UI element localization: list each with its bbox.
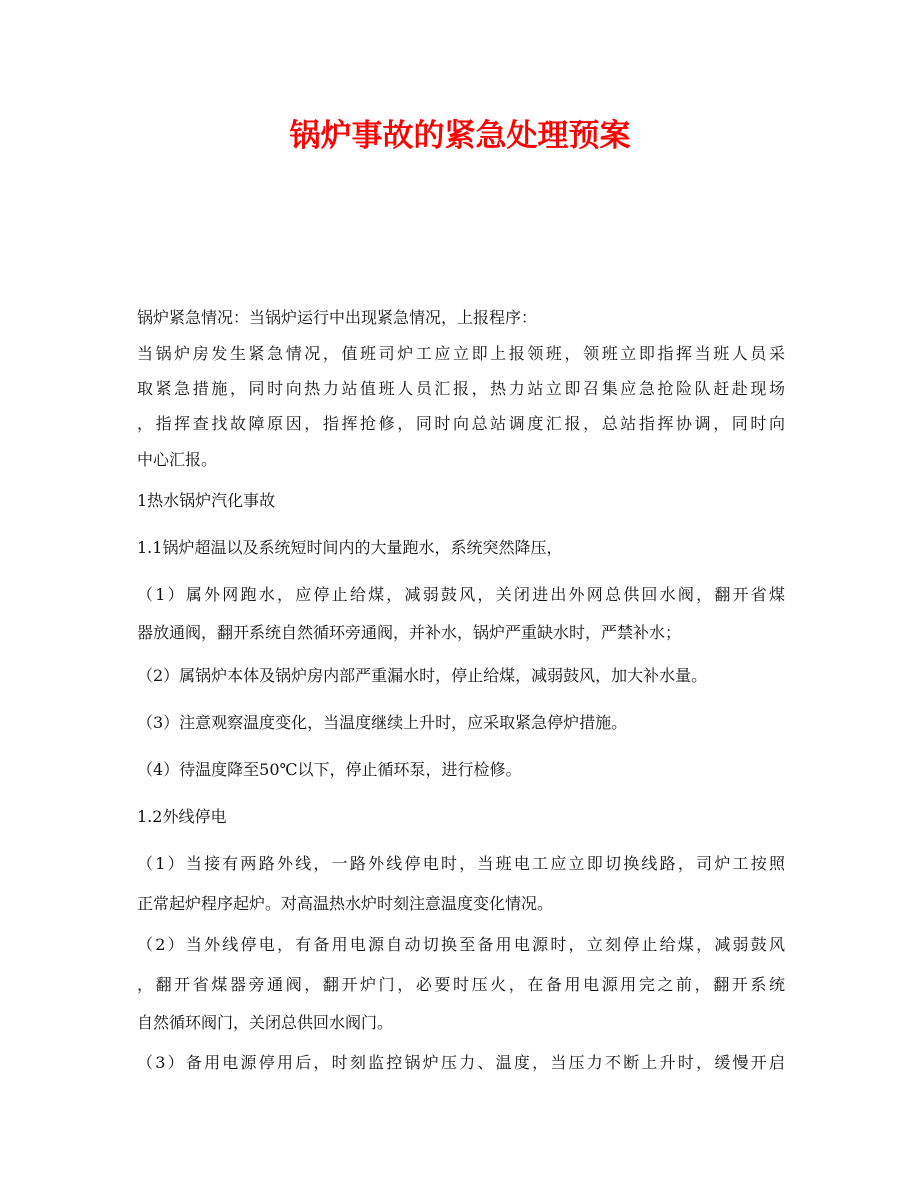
paragraph-line: （1）属外网跑水，应停止给煤，减弱鼓风，关闭进出外网总供回水阀，翻开省煤 (137, 585, 785, 604)
paragraph-line: 取紧急措施，同时向热力站值班人员汇报，热力站立即召集应急抢险队赶赴现场 (137, 379, 785, 398)
paragraph-line: 器放通阀，翻开系统自然循环旁通阀，并补水，锅炉严重缺水时，严禁补水； (137, 623, 682, 642)
section-heading: 1热水锅炉汽化事故 (137, 491, 276, 510)
paragraph-line: （4）待温度降至50℃以下，停止循环泵，进行检修。 (137, 760, 522, 779)
subsection-heading: 1.2外线停电 (137, 807, 227, 826)
paragraph-line: （3）备用电源停用后，时刻监控锅炉压力、温度，当压力不断上升时，缓慢开启 (137, 1053, 785, 1072)
document-title: 锅炉事故的紧急处理预案 (289, 118, 631, 154)
paragraph-line: 当锅炉房发生紧急情况，值班司炉工应立即上报领班，领班立即指挥当班人员采 (137, 344, 785, 363)
paragraph-line: （1）当接有两路外线，一路外线停电时，当班电工应立即切换线路，司炉工按照 (137, 854, 785, 873)
paragraph-line: ，指挥查找故障原因，指挥抢修，同时向总站调度汇报，总站指挥协调，同时向 (137, 414, 785, 433)
paragraph-line: 自然循环阀门，关闭总供回水阀门。 (137, 1013, 394, 1032)
paragraph-line: ，翻开省煤器旁通阀，翻开炉门，必要时压火，在备用电源用完之前，翻开系统 (137, 975, 785, 994)
paragraph-line: （3）注意观察温度变化，当温度继续上升时，应采取紧急停炉措施。 (137, 713, 628, 732)
paragraph-line: （2）属锅炉本体及锅炉房内部严重漏水时，停止给煤，减弱鼓风，加大补水量。 (137, 666, 708, 685)
paragraph-line: 锅炉紧急情况：当锅炉运行中出现紧急情况，上报程序： (137, 308, 538, 327)
paragraph-line: 正常起炉程序起炉。对高温热水炉时刻注意温度变化情况。 (137, 894, 554, 913)
paragraph-line: （2）当外线停电，有备用电源自动切换至备用电源时，立刻停止给煤，减弱鼓风 (137, 935, 785, 954)
subsection-heading: 1.1锅炉超温以及系统短时间内的大量跑水，系统突然降压， (137, 538, 563, 557)
paragraph-line: 中心汇报。 (137, 450, 218, 469)
